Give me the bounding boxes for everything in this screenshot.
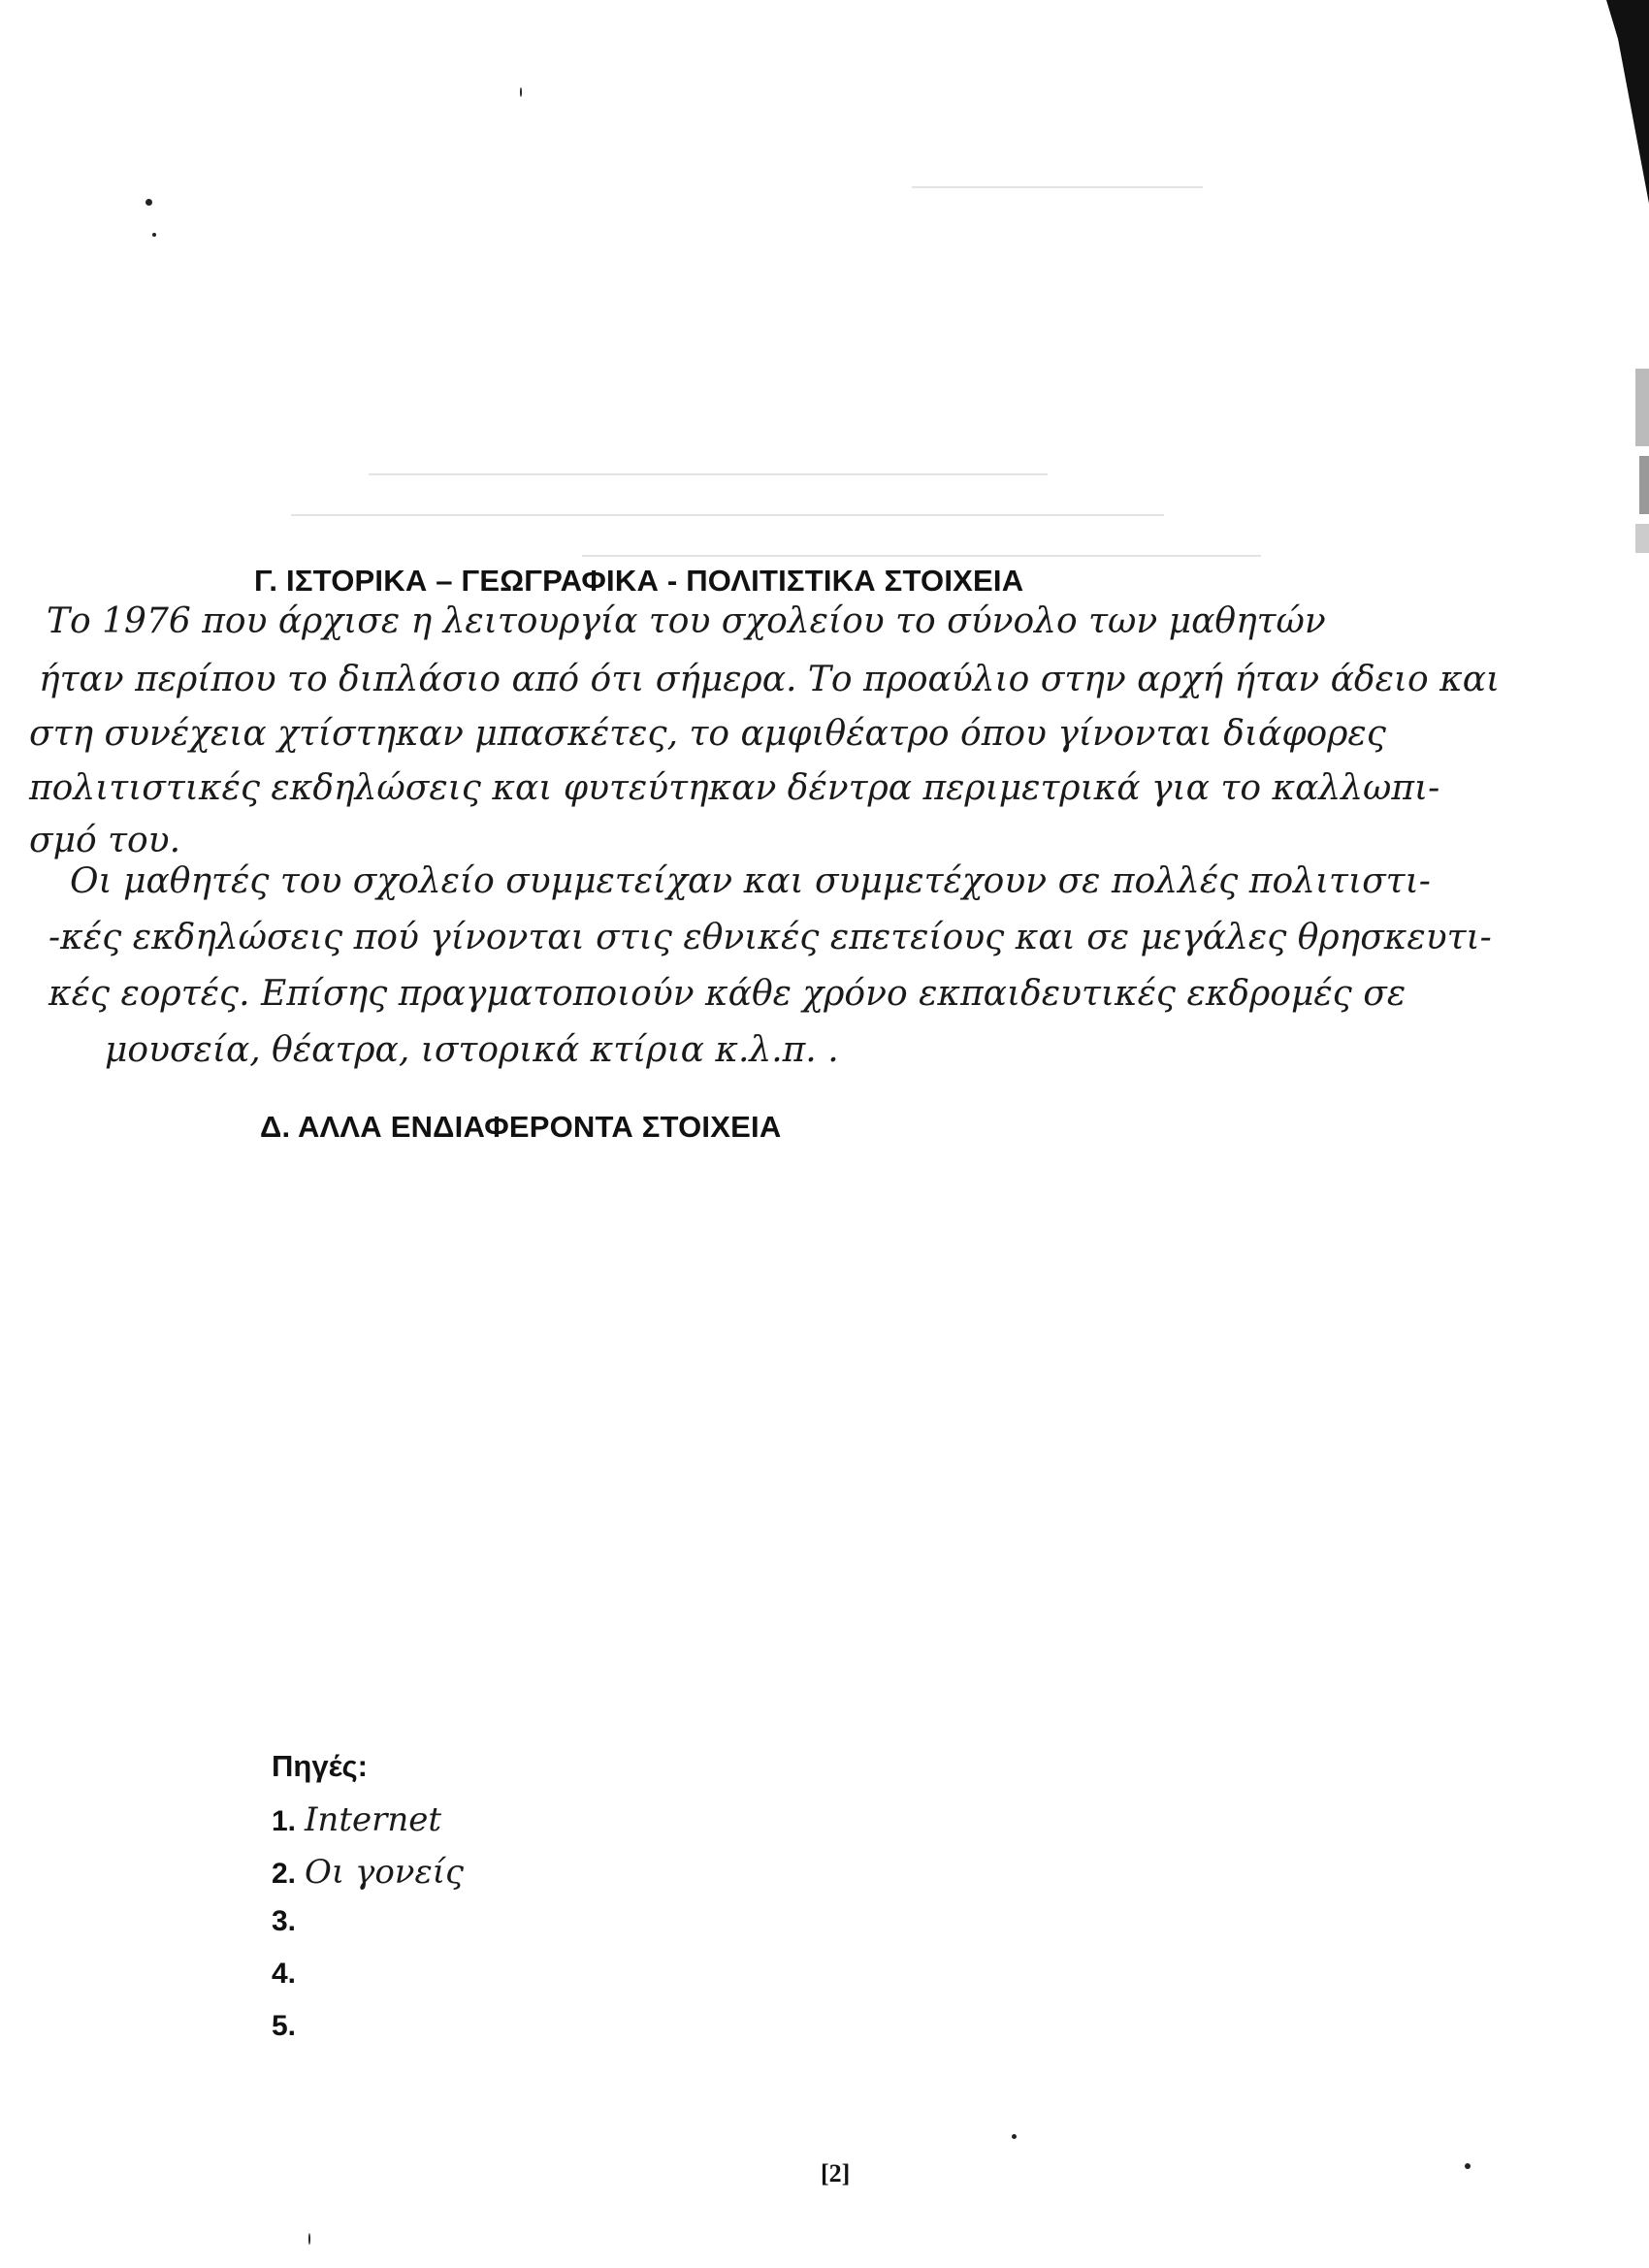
page-number: [2] [821, 2159, 851, 2187]
source-number: 2. [272, 1858, 297, 1890]
section-d-heading: Δ. ΑΛΛΑ ΕΝΔΙΑΦΕΡΟΝΤΑ ΣΤΟΙΧΕΙΑ [260, 1110, 782, 1144]
handwritten-line: Το 1976 που άρχισε η λειτουργία του σχολείου το σύνολο των μαθητών [47, 601, 1326, 641]
scan-speck [152, 233, 156, 237]
source-number: 3. [272, 1905, 297, 1937]
source-item [272, 1853, 464, 1895]
handwritten-line: ήταν περίπου το διπλάσιο από ότι σήμερα. Το προαύλιο στην αρχή ήταν άδειο και [39, 660, 1501, 699]
bleed-through-mark [912, 186, 1203, 188]
handwritten-line: -κές εκδηλώσεις πού γίνονται στις εθνικές επετείους και σε μεγάλες θρησκευτι- [48, 918, 1492, 957]
scan-speck [1465, 2163, 1471, 2169]
sources-title: Πηγές: [272, 1749, 368, 1783]
source-item [272, 1905, 305, 1948]
handwritten-line: μουσεία, θέατρα, ιστορικά κτίρια κ.λ.π. . [105, 1030, 839, 1070]
bleed-through-mark [291, 514, 1164, 516]
source-text: Οι γονείς [305, 1853, 465, 1892]
scan-speck [1012, 2134, 1017, 2139]
handwritten-line: κές εορτές. Επίσης πραγματοποιούν κάθε χρόνο εκπαιδευτικές εκδρομές σε [48, 974, 1406, 1014]
handwritten-line: στη συνέχεια χτίστηκαν μπασκέτες, το αμφιθέατρο όπου γίνονται διάφορες [29, 714, 1386, 754]
scan-edge-shadow [1606, 0, 1649, 2268]
handwritten-line: σμό του. [29, 821, 181, 860]
source-item [272, 2010, 305, 2053]
scan-speck [520, 87, 522, 97]
source-text: Internet [305, 1800, 442, 1839]
scan-speck [308, 2233, 310, 2245]
source-number: 1. [272, 1805, 297, 1837]
source-item [272, 1800, 441, 1843]
source-item [272, 1958, 305, 2000]
source-number: 4. [272, 1958, 297, 1990]
bleed-through-mark [369, 473, 1048, 475]
section-c-heading: Γ. ΙΣΤΟΡΙΚΑ – ΓΕΩΓΡΑΦΙΚΑ - ΠΟΛΙΤΙΣΤΙΚΑ ΣΤΟΙΧΕΙΑ [254, 564, 1024, 598]
handwritten-line: Οι μαθητές του σχολείο συμμετείχαν και συμμετέχουν σε πολλές πολιτιστι- [70, 861, 1431, 901]
source-number: 5. [272, 2010, 297, 2042]
handwritten-line: πολιτιστικές εκδηλώσεις και φυτεύτηκαν δέντρα περιμετρικά για το καλλωπι- [29, 768, 1440, 808]
scan-speck [146, 199, 152, 206]
bleed-through-mark [582, 555, 1261, 557]
